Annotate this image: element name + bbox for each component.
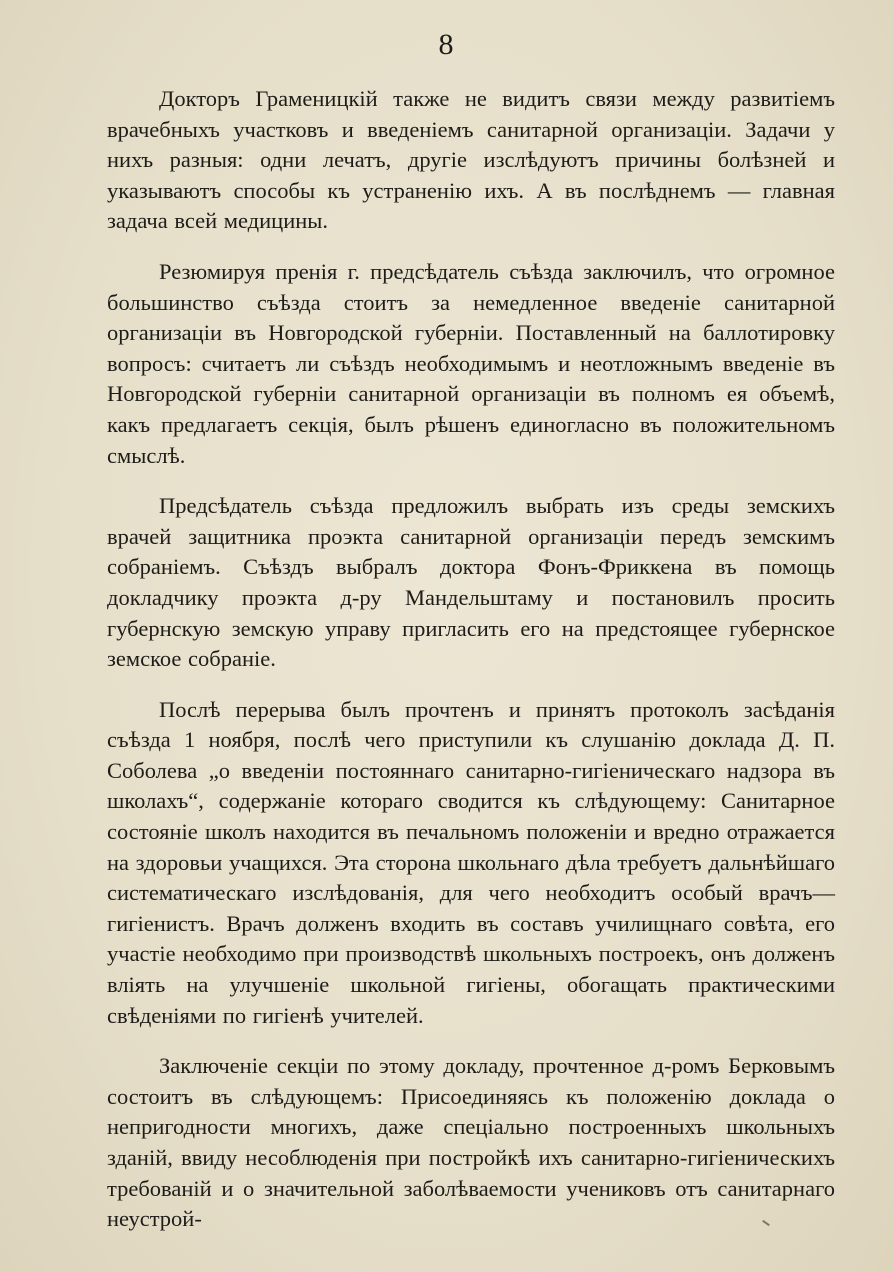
paragraph-defender-election: Предсѣдатель съѣзда предложилъ выбрать изъ среды земскихъ врачей защитника проэкта санитарной организаціи передъ земскимъ собраніемъ. Съѣздъ выбралъ доктора Фонъ-Фриккена въ помощь докладчику проэкта д-ру Мандельштаму и постановилъ просить губернскую земскую управу пригласить его на предстоящее губернское земское собраніе. bbox=[107, 493, 835, 672]
paragraph-gramenitsky: Докторъ Граменицкій также не видитъ связи между развитіемъ врачебныхъ участковъ и введеніемъ санитарной организаціи. Задачи у нихъ разныя: одни лечатъ, другіе изслѣдуютъ причины болѣзней и указываютъ способы къ устраненію ихъ. А въ послѣднемъ — главная задача всей медицины. bbox=[107, 86, 835, 234]
paragraph-section-conclusion: Заключеніе секціи по этому докладу, прочтенное д-ромъ Берковымъ состоитъ въ слѣдующемъ: Присоединяясь къ положенію доклада о непригодности многихъ, даже спеціально построенныхъ школьныхъ зданій, ввиду несоблюденія при постройкѣ ихъ санитарно-гигіеническихъ требованій и о значительной заболѣваемости учениковъ отъ санитарнаго неустрой- bbox=[107, 1053, 835, 1232]
text-body bbox=[107, 84, 835, 1255]
paragraph-resolution-vote: Резюмируя пренія г. предсѣдатель съѣзда заключилъ, что огромное большинство съѣзда стоитъ за немедленное введеніе санитарной организаціи въ Новгородской губерніи. Поставленный на баллотировку вопросъ: считаетъ ли съѣздъ необходимымъ и неотложнымъ введеніе въ Новгородской губерніи санитарной организаціи въ полномъ ея объемѣ, какъ предлагаетъ секція, былъ рѣшенъ единогласно въ положительномъ смыслѣ. bbox=[107, 258, 835, 468]
paragraph-sobolev-report: Послѣ перерыва былъ прочтенъ и принятъ протоколъ засѣданія съѣзда 1 ноября, послѣ чего приступили къ слушанію доклада Д. П. Соболева „о введеніи постояннаго санитарно-гигіеническаго надзора въ школахъ“, содержаніе котораго сводится къ слѣдующему: Санитарное состояніе школъ находится въ печальномъ положеніи и вредно отражается на здоровьи учащихся. Эта сторона школьнаго дѣла требуетъ дальнѣйшаго систематическаго изслѣдованія, для чего необходитъ особый врачъ—гигіенистъ. Врачъ долженъ входить въ составъ училищнаго совѣта, его участіе необходимо при производствѣ школьныхъ построекъ, онъ долженъ вліять на улучшеніе школьной гигіены, обогащать практическими свѣденіями по гигіенѣ учителей. bbox=[107, 696, 835, 1028]
page-number: 8 bbox=[438, 28, 455, 61]
